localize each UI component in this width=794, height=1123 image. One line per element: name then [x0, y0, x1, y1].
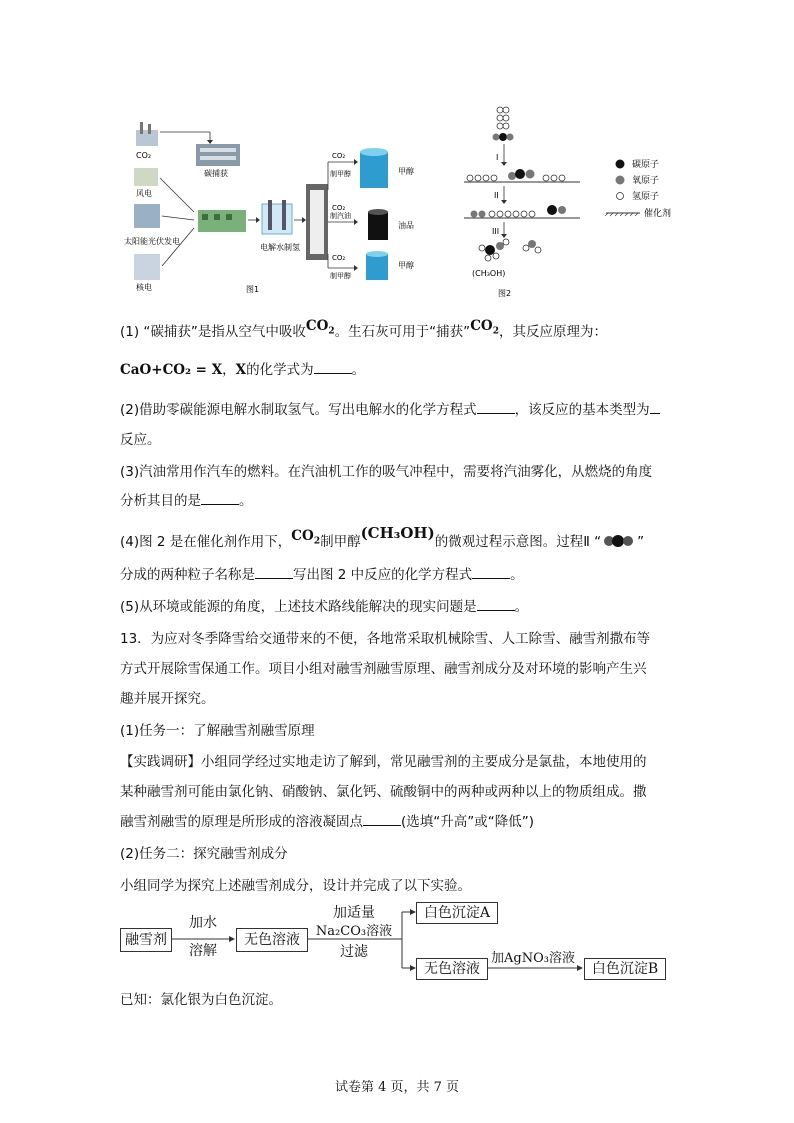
figure-1-caption: 图1	[246, 285, 260, 294]
research-line-2: 某种融雪剂可能由氯化钠、硝酸钠、氯化钙、硫酸铜中的两种或两种以上的物质组成。撒	[120, 784, 647, 800]
legend-catalyst: 催化剂	[644, 209, 672, 219]
label-out2-bottom: 制汽油	[330, 212, 351, 220]
flow-arrow1-bottom: 溶解	[189, 943, 217, 959]
question-4-line-1: (4)图 2 是在催化剂作用下，$CO_2$制甲醇(CH₃OH)的微观过程示意图。过程Ⅱ “ ”	[120, 524, 645, 550]
question-2-line-2: 反应。	[120, 432, 161, 448]
flow-box-precipitate-a: 白色沉淀A	[416, 902, 498, 924]
label-nuclear: 核电	[136, 283, 152, 292]
legend-hydrogen: 氢原子	[632, 192, 660, 202]
question-13-line-2: 方式开展除雪保通工作。项目小组对融雪剂融雪原理、融雪剂成分及对环境的影响产生兴	[120, 661, 647, 677]
flow-box-precipitate-b: 白色沉淀B	[584, 958, 666, 980]
question-13-line-1: 13．为应对冬季降雪给交通带来的不便，各地常采取机械除雪、人工除雪、融雪剂撒布等	[120, 631, 651, 647]
flow-box-solution-1: 无色溶液	[236, 928, 308, 952]
flow-arrow2-bottom: 过滤	[340, 944, 368, 960]
product-label: (CH₃OH)	[472, 269, 506, 278]
flow-arrow2-mid: Na₂CO₃溶液	[315, 924, 393, 939]
question-1-line-2: CaO+CO₂ = X，X的化学式为 。	[120, 362, 366, 378]
experiment-intro: 小组同学为探究上述融雪剂成分，设计并完成了以下实验。	[120, 878, 471, 894]
flow-arrow3-top: 加AgNO₃溶液	[491, 951, 575, 966]
label-out3-bottom: 制甲醇	[330, 272, 351, 280]
figure-2-caption: 图2	[498, 289, 512, 298]
task-2-heading: (2)任务二：探究融雪剂成分	[120, 846, 288, 862]
label-out1-bottom: 制甲醇	[330, 170, 351, 178]
label-methanol-1: 甲醇	[398, 167, 414, 176]
label-out1-top: CO₂	[332, 152, 346, 160]
page-footer: 试卷第 4 页，共 7 页	[334, 1080, 460, 1095]
question-3-line-1: (3)汽油常用作汽车的燃料。在汽油机工作的吸气冲程中，需要将汽油雾化，从燃烧的角度	[120, 464, 653, 480]
step-1: I	[496, 153, 499, 162]
label-capture: 碳捕获	[204, 169, 228, 178]
question-3-line-2: 分析其目的是 。	[120, 493, 253, 509]
flow-box-snowmelt: 融雪剂	[120, 928, 172, 952]
label-methanol-2: 甲醇	[398, 261, 414, 270]
step-3: III	[492, 227, 500, 236]
note: 已知：氯化银为白色沉淀。	[120, 992, 282, 1008]
label-electrolysis: 电解水制氢	[260, 243, 300, 252]
label-oil: 油品	[398, 221, 414, 230]
task-1-heading: (1)任务一：了解融雪剂融雪原理	[120, 723, 315, 739]
reaction-equation: CaO+CO₂ = X	[120, 362, 223, 378]
label-out2-top: CO₂	[332, 204, 346, 212]
label-solar: 太阳能光伏发电	[124, 237, 180, 246]
label-out3-top: CO₂	[332, 254, 346, 262]
research-line-1: 【实践调研】小组同学经过实地走访了解到，常见融雪剂的主要成分是氯盐，本地使用的	[120, 754, 647, 770]
question-4-line-2: 分成的两种粒子名称是 写出图 2 中反应的化学方程式 。	[120, 567, 524, 583]
question-2-line-1: (2)借助零碳能源电解水制取氢气。写出电解水的化学方程式 ，该反应的基本类型为	[120, 398, 660, 418]
question-5: (5)从环境或能源的角度，上述技术路线能解决的现实问题是 。	[120, 599, 529, 615]
question-1-line-1: (1) “碳捕获”是指从空气中吸收$CO_2$。生石灰可用于“捕获$”CO_2$，其反应原理为：	[120, 318, 607, 340]
research-line-3: 融雪剂融雪的原理是所形成的溶液凝固点 (选填“升高”或“降低”)	[120, 814, 535, 830]
label-co2: CO₂	[136, 151, 152, 160]
flow-arrow2-top: 加适量	[333, 905, 375, 921]
legend-carbon: 碳原子	[632, 160, 660, 170]
flow-arrow1-top: 加水	[189, 915, 217, 931]
question-13-line-3: 趣并展开探究。	[120, 691, 215, 707]
flow-box-solution-2: 无色溶液	[416, 958, 488, 980]
legend-oxygen: 氧原子	[632, 176, 660, 186]
step-2: II	[494, 191, 499, 200]
label-wind: 风电	[136, 189, 152, 198]
